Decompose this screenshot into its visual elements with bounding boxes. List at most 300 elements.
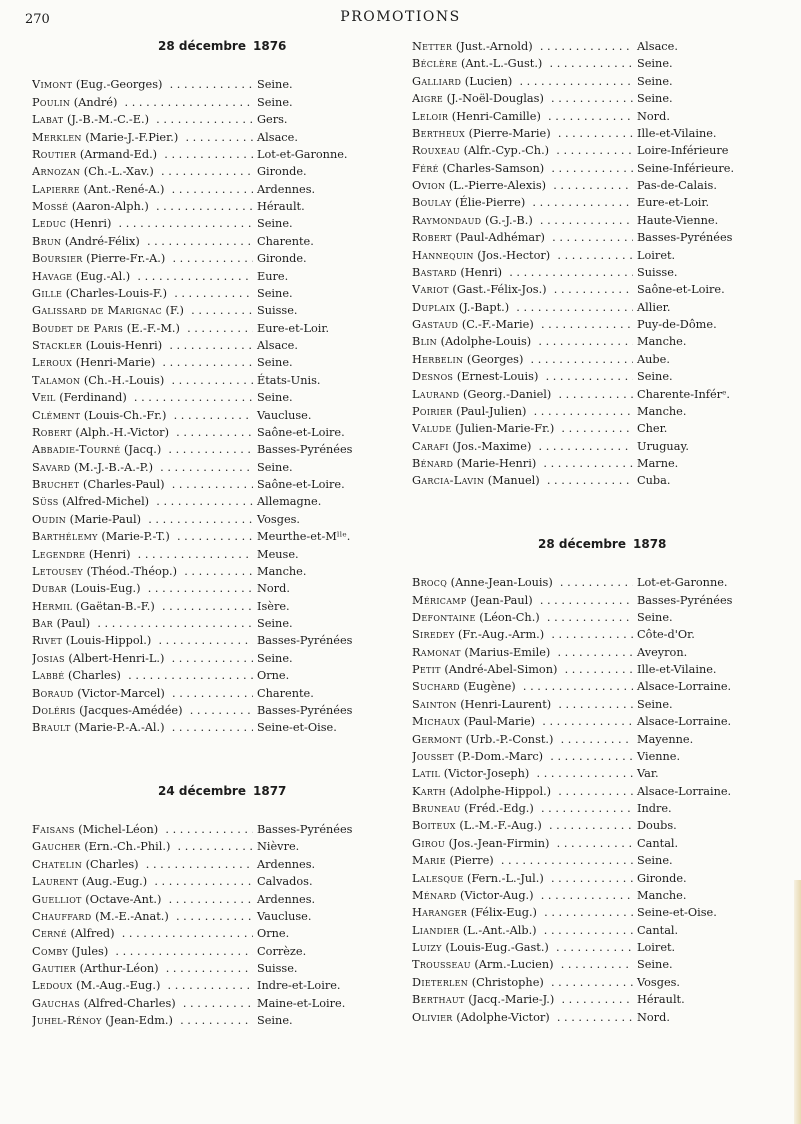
entry-place: Manche. (257, 564, 307, 578)
entry-name (32, 908, 253, 925)
entry-name (412, 765, 633, 782)
entry-name (32, 198, 253, 215)
list-item (412, 974, 792, 991)
entry-place: Manche. (637, 404, 687, 418)
surname: Bertheux (412, 126, 466, 140)
list-item (32, 908, 387, 925)
entry-place: Suisse. (637, 265, 678, 279)
page-number: 270 (25, 12, 50, 27)
given-names: (Charles-Louis-F.) (65, 286, 168, 300)
entry-name (412, 455, 633, 472)
list-item (32, 702, 387, 719)
entry-name (412, 438, 633, 455)
surname: Dubar (32, 582, 67, 596)
list-item (32, 268, 387, 285)
entry-name (32, 943, 253, 960)
list-item (32, 181, 387, 198)
list-item (32, 459, 387, 476)
entry-place: Basses-Pyrénées (257, 823, 353, 836)
surname: Abbadie-Tourné (32, 443, 121, 457)
list-item (32, 354, 387, 371)
given-names: (Marie-P.-T.) (101, 530, 170, 544)
list-item (32, 163, 387, 180)
given-names: (Marie-Paul) (69, 512, 142, 526)
list-item (32, 546, 387, 563)
entry-place: Basses-Pyrénées (257, 443, 353, 457)
entry-place: Var. (637, 767, 659, 781)
given-names: (J.-Noël-Douglas) (446, 92, 544, 106)
given-names: (Louis-Eug.-Gast.) (445, 941, 549, 954)
entry-name (412, 229, 633, 246)
surname: Netter (412, 40, 453, 53)
surname: Juhel-Rénoy (32, 1014, 102, 1028)
surname: Josias (32, 651, 65, 665)
entry-name (32, 76, 253, 93)
given-names: (Jean-Edm.) (105, 1014, 173, 1028)
entry-name (412, 55, 633, 72)
entry-name (32, 94, 253, 111)
given-names: (Théod.-Théop.) (86, 564, 178, 578)
list-item (412, 194, 792, 211)
entry-place: Basses-Pyrénées (257, 634, 353, 648)
entry-place: Seine. (637, 854, 673, 868)
entry-place: Cantal. (637, 836, 679, 850)
entry-name (32, 977, 253, 994)
given-names: (F.) (165, 304, 184, 318)
surname: Cerné (32, 927, 67, 941)
list-item (32, 493, 387, 510)
given-names: (Alfred) (70, 927, 115, 941)
right-column (412, 38, 792, 1026)
surname: Brun (32, 234, 62, 248)
heading-gap (412, 553, 792, 574)
entry-name (32, 546, 253, 563)
entry-name (32, 995, 253, 1012)
given-names: (André) (73, 95, 118, 109)
entry-name (32, 407, 253, 424)
given-names: (Jean-Paul) (470, 593, 533, 607)
entry-name (412, 160, 633, 177)
entry-name (32, 873, 253, 890)
surname: Galissard de Marignac (32, 304, 162, 318)
given-names: (L.-M.-F.-Aug.) (459, 819, 542, 833)
surname: Féré (412, 161, 439, 175)
section-year: 1878 (633, 536, 667, 551)
entry-place: Basses-Pyrénées (257, 703, 353, 717)
given-names: (Léon-Ch.) (479, 610, 540, 624)
list-item (32, 977, 387, 994)
given-names: (André-Abel-Simon) (444, 663, 558, 676)
entry-place: Meurthe-et-Mˡˡᵉ. (257, 530, 351, 544)
list-item (412, 142, 792, 159)
entry-place: Seine. (257, 651, 293, 665)
list-item (32, 424, 387, 441)
list-item (32, 615, 387, 632)
entry-name (32, 459, 253, 476)
entry-place: Ardennes. (257, 892, 316, 906)
list-item (412, 316, 792, 333)
entry-place: Loire-Inférieure (637, 144, 729, 158)
list-item (412, 731, 792, 748)
surname: Guelliot (32, 892, 82, 906)
entry-place: Cuba. (637, 474, 671, 488)
list-item (412, 229, 792, 246)
given-names: (Aug.-Eug.) (81, 875, 148, 889)
entry-name (32, 632, 253, 649)
entry-place: Indre-et-Loire. (257, 979, 341, 993)
surname: Leroux (32, 356, 73, 370)
entry-place: Seine-et-Oise. (637, 906, 717, 920)
entry-place: Gironde. (257, 252, 307, 266)
surname: Arnozan (32, 165, 81, 179)
given-names: (Paul) (56, 617, 91, 630)
surname: Vimont (32, 78, 73, 92)
entry-place: Nord. (257, 582, 290, 596)
surname: Latil (412, 767, 441, 781)
entry-name (32, 667, 253, 684)
surname: Aigre (412, 92, 444, 106)
given-names: (Marie-J.-F.Pier.) (85, 130, 179, 144)
entry-name (32, 598, 253, 615)
given-names: (Jacques-Amédée) (79, 703, 183, 717)
surname: Boulay (412, 196, 452, 210)
given-names: (Pierre-Marie) (468, 126, 551, 140)
given-names: (Victor-Marcel) (77, 686, 165, 700)
entry-place: Gironde. (637, 871, 687, 885)
list-item (412, 125, 792, 142)
entry-place: Seine. (257, 391, 293, 405)
entry-place: Côte-d'Or. (637, 628, 695, 642)
surname: Faisans (32, 823, 75, 836)
entry-name (412, 125, 633, 142)
list-item (412, 90, 792, 107)
entry-name (412, 696, 633, 713)
list-item (412, 108, 792, 125)
entry-name (32, 856, 253, 873)
list-item (412, 696, 792, 713)
list-item (412, 748, 792, 765)
surname: Poirier (412, 404, 453, 418)
entry-place: Maine-et-Loire. (257, 996, 346, 1010)
given-names: (Armand-Ed.) (79, 147, 158, 161)
page-edge (794, 880, 801, 1124)
entry-name (32, 337, 253, 354)
surname: Gaucher (32, 840, 81, 854)
entry-place: Seine. (637, 697, 673, 711)
surname: Gille (32, 286, 63, 300)
given-names: (Marie-P.-A.-Al.) (74, 721, 165, 735)
section-year: 1877 (253, 783, 287, 798)
surname: Duplaix (412, 300, 456, 314)
entry-place: Puy-de-Dôme. (637, 318, 717, 331)
surname: Robert (32, 425, 72, 439)
entry-place: Loiret. (637, 248, 676, 262)
section-gap (32, 737, 387, 783)
entry-place: Suisse. (257, 962, 298, 975)
entry-place: Alsace-Lorraine. (637, 680, 732, 694)
list-item (32, 598, 387, 615)
entry-name (32, 163, 253, 180)
list-item (412, 38, 792, 55)
list-item (412, 73, 792, 90)
entry-name (412, 472, 633, 489)
section-date: 28 décembre (537, 536, 626, 551)
list-item (32, 302, 387, 319)
surname: Ovion (412, 179, 446, 192)
list-item (32, 667, 387, 684)
surname: Blin (412, 335, 437, 349)
surname: Bénard (412, 457, 454, 470)
surname: Chatelin (32, 857, 83, 871)
entry-name (412, 281, 633, 298)
given-names: (Charles) (85, 857, 139, 871)
entry-place: Lot-et-Garonne. (637, 576, 728, 590)
given-names: (Jos.-Jean-Firmin) (448, 836, 550, 850)
surname: Hermil (32, 599, 73, 613)
list-item (412, 1009, 792, 1026)
surname: Legendre (32, 547, 86, 561)
entry-place: Hérault. (257, 200, 305, 213)
given-names: (Adolphe-Hippol.) (449, 784, 552, 798)
entry-place: États-Unis. (257, 373, 321, 387)
entry-name (412, 38, 633, 55)
list-item (412, 713, 792, 730)
list-item (412, 264, 792, 281)
surname: Comby (32, 944, 68, 958)
given-names: (Christophe) (471, 975, 544, 989)
given-names: (Just.-Arnold) (455, 40, 533, 53)
entry-place: Calvados. (257, 875, 313, 889)
list-item (412, 212, 792, 229)
entry-place: Alsace-Lorraine. (637, 715, 732, 729)
given-names: (Ern.-Ch.-Phil.) (84, 840, 171, 854)
surname: Dieterlen (412, 975, 469, 989)
entry-place: Eure-et-Loir. (637, 196, 710, 210)
section-date: 24 décembre (157, 783, 246, 798)
entry-place: Manche. (637, 888, 687, 902)
list-item (412, 939, 792, 956)
entry-name (32, 719, 253, 736)
surname: Havage (32, 269, 73, 283)
entry-name (32, 389, 253, 406)
entry-place: Seine. (257, 78, 293, 92)
entry-place: Orne. (257, 927, 290, 941)
entry-place: Haute-Vienne. (637, 213, 719, 227)
given-names: (Aaron-Alph.) (71, 200, 149, 213)
entry-place: Eure. (257, 269, 289, 283)
given-names: (Pierre-Fr.-A.) (86, 252, 166, 266)
list-item (32, 337, 387, 354)
given-names: (Fréd.-Edg.) (464, 802, 534, 815)
list-item (412, 247, 792, 264)
surname: Ménard (412, 888, 457, 902)
given-names: (M.-Aug.-Eug.) (76, 979, 161, 993)
surname: Méricamp (412, 593, 467, 607)
entry-name (412, 626, 633, 643)
entry-name (412, 835, 633, 852)
given-names: (Albert-Henri-L.) (68, 651, 165, 665)
list-item (412, 922, 792, 939)
list-item (32, 111, 387, 128)
given-names: (Adolphe-Victor) (456, 1010, 550, 1024)
entry-place: Corrèze. (257, 944, 307, 958)
entry-place: Gironde. (257, 165, 307, 179)
list-item (32, 511, 387, 528)
given-names: (Michel-Léon) (78, 823, 159, 836)
entry-place: Seine. (257, 617, 293, 630)
entry-place: Seine-Inférieure. (637, 161, 735, 175)
given-names: (M.-J.-B.-A.-P.) (73, 460, 153, 474)
list-item (412, 887, 792, 904)
entry-place: Alsace. (637, 40, 678, 53)
entry-place: Vaucluse. (257, 408, 312, 422)
entry-place: Charente. (257, 686, 314, 700)
entry-place: Seine. (637, 57, 673, 71)
section-date: 28 décembre (157, 39, 246, 53)
given-names: (Henri) (88, 547, 131, 561)
surname: Michaux (412, 715, 461, 729)
surname: Galliard (412, 74, 462, 88)
entry-name (32, 181, 253, 198)
surname: Labat (32, 113, 64, 127)
entry-place: Seine. (257, 460, 293, 474)
list-item (32, 580, 387, 597)
entry-name (32, 215, 253, 232)
entry-name (32, 493, 253, 510)
entry-place: Doubs. (637, 819, 677, 833)
given-names: (Henri-Marie) (75, 356, 156, 370)
surname: Brocq (412, 576, 448, 590)
entry-name (32, 685, 253, 702)
surname: Girou (412, 836, 446, 850)
given-names: (Fern.-L.-Jul.) (467, 871, 544, 885)
entry-place: Seine. (637, 958, 673, 972)
list-item (32, 198, 387, 215)
entry-place: Alsace. (257, 130, 298, 144)
given-names: (Jacq.) (124, 443, 162, 457)
entry-place: Ardennes. (257, 857, 316, 871)
entry-place: Manche. (637, 335, 687, 349)
entry-name (412, 73, 633, 90)
given-names: (Ferdinand) (59, 391, 127, 405)
entry-place: Vosges. (637, 975, 681, 989)
list-item (32, 838, 387, 855)
entry-name (32, 372, 253, 389)
list-item (412, 783, 792, 800)
entry-name (412, 247, 633, 264)
entry-name (412, 748, 633, 765)
entry-name (32, 528, 253, 545)
given-names: (Arm.-Lucien) (474, 958, 554, 972)
list-item (412, 644, 792, 661)
surname: Sainton (412, 697, 457, 711)
given-names: (Lucien) (464, 74, 513, 88)
given-names: (Paul-Marie) (463, 715, 536, 729)
entry-name (412, 142, 633, 159)
given-names: (Jules) (71, 944, 109, 958)
surname: Liandier (412, 923, 460, 937)
given-names: (Georg.-Daniel) (462, 387, 552, 401)
entry-place: Hérault. (637, 993, 685, 1007)
list-item (412, 609, 792, 626)
entry-place: Orne. (257, 669, 290, 683)
given-names: (Fr.-Aug.-Arm.) (458, 628, 545, 642)
entry-name (32, 891, 253, 908)
given-names: (Ant.-René-A.) (83, 182, 165, 196)
entry-place: Alsace. (257, 339, 298, 352)
given-names: (Julien-Marie-Fr.) (455, 422, 555, 436)
entry-place: Aveyron. (637, 645, 688, 659)
entry-name (32, 925, 253, 942)
running-head: PROMOTIONS (340, 9, 461, 25)
entry-place: Seine. (637, 610, 673, 624)
entry-name (412, 351, 633, 368)
surname: Siredey (412, 628, 455, 642)
given-names: (Jos.-Hector) (477, 248, 551, 262)
entry-place: Seine. (257, 217, 293, 231)
given-names: (G.-J.-B.) (484, 213, 533, 227)
given-names: (Alph.-H.-Victor) (75, 425, 169, 439)
entry-name (32, 702, 253, 719)
entry-place: Basses-Pyrénées (637, 231, 733, 245)
list-item (32, 233, 387, 250)
entry-name (32, 285, 253, 302)
entry-name (32, 511, 253, 528)
surname: Leduc (32, 217, 67, 231)
entry-place: Nièvre. (257, 840, 300, 854)
entry-name (412, 939, 633, 956)
list-item (412, 626, 792, 643)
given-names: (Paul-Adhémar) (455, 231, 545, 245)
list-item (412, 386, 792, 403)
given-names: (C.-F.-Marie) (461, 318, 534, 331)
list-item (412, 420, 792, 437)
given-names: (Ernest-Louis) (456, 370, 539, 384)
entry-name (412, 386, 633, 403)
entry-place: Nord. (637, 1010, 670, 1024)
given-names: (André-Félix) (64, 234, 140, 248)
list-item (412, 870, 792, 887)
list-item (412, 991, 792, 1008)
entry-place: Ille-et-Vilaine. (637, 663, 717, 676)
entry-name (32, 424, 253, 441)
surname: Ledoux (32, 979, 73, 993)
given-names: (Ch.-H.-Louis) (83, 373, 165, 387)
entry-place: Seine-et-Oise. (257, 721, 337, 735)
list-item (32, 719, 387, 736)
list-item (32, 995, 387, 1012)
list-item (32, 891, 387, 908)
list-item (412, 956, 792, 973)
entry-name (412, 333, 633, 350)
list-item (32, 285, 387, 302)
surname: Mossé (32, 200, 69, 213)
given-names: (L.-Ant.-Alb.) (462, 923, 537, 937)
entry-name (412, 368, 633, 385)
list-item (32, 563, 387, 580)
entry-name (32, 650, 253, 667)
surname: Hannequin (412, 248, 474, 262)
entry-name (32, 250, 253, 267)
given-names: (Pierre) (449, 854, 494, 868)
list-item (412, 472, 792, 489)
list-item (32, 960, 387, 977)
list-item (412, 455, 792, 472)
surname: Boraud (32, 686, 74, 700)
surname: Bar (32, 617, 54, 630)
surname: Lalesque (412, 871, 464, 885)
surname: Süss (32, 495, 59, 509)
